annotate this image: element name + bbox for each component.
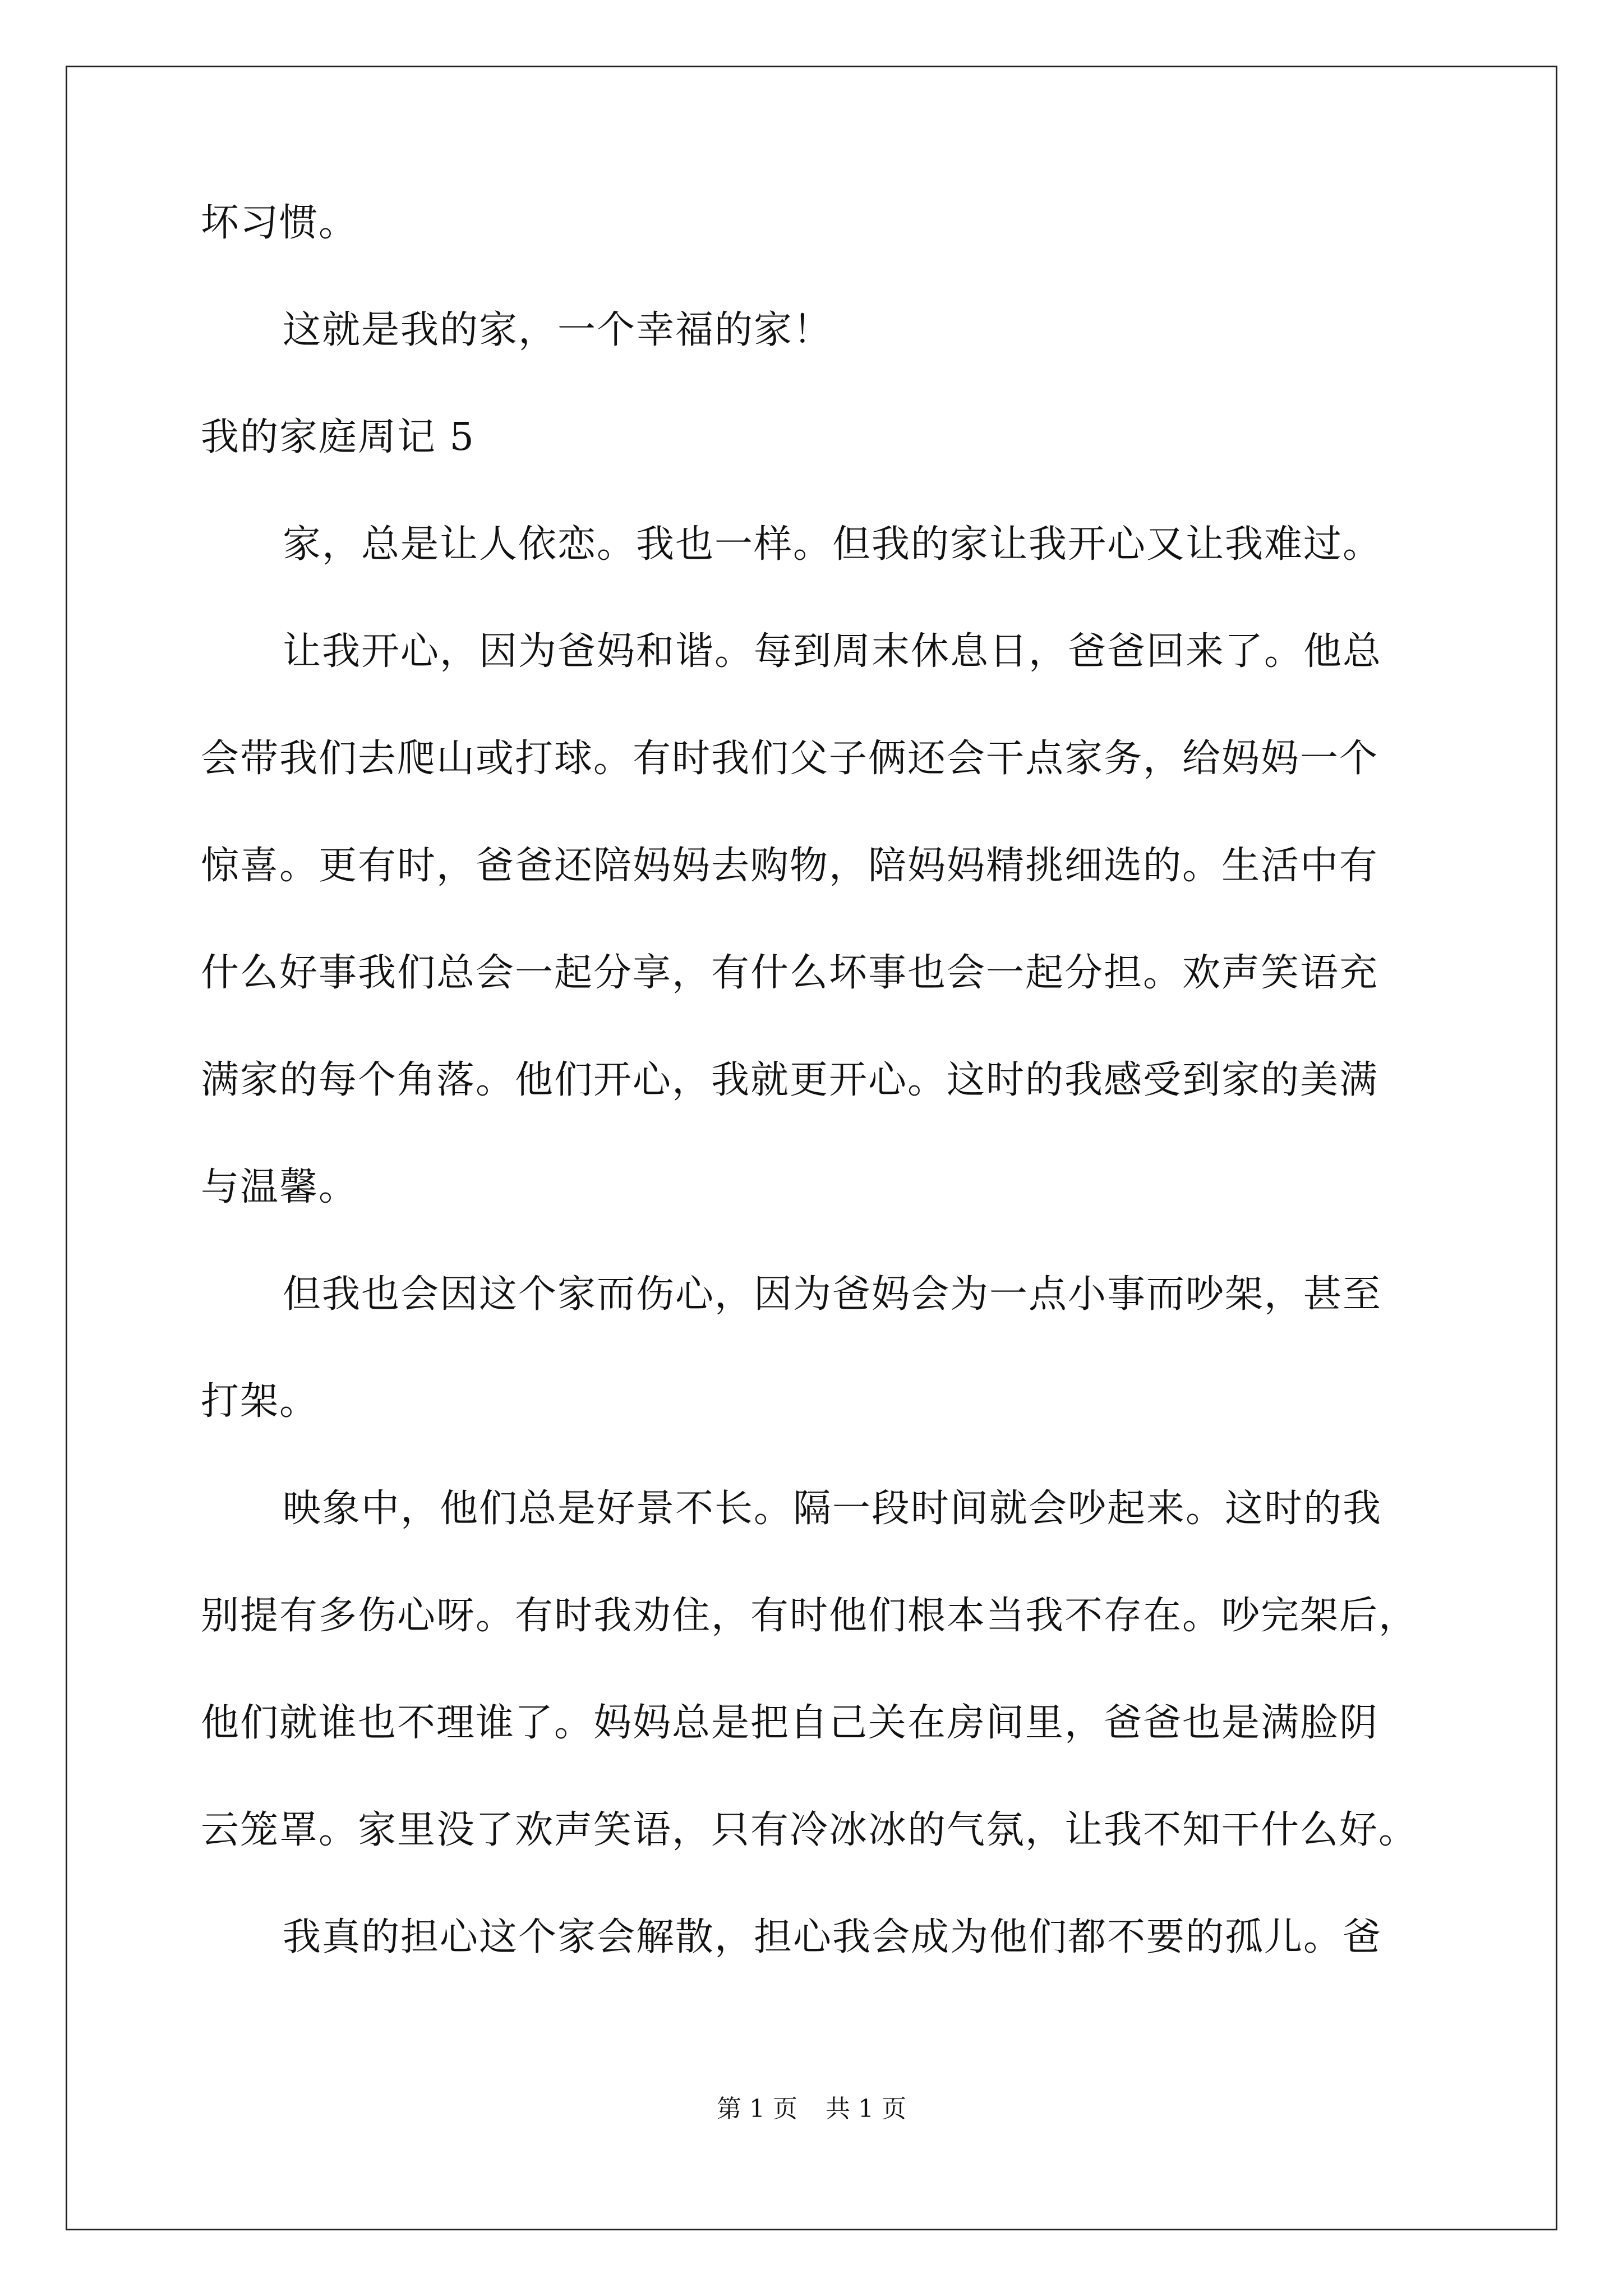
paragraph-line: 这就是我的家，一个幸福的家！	[283, 308, 833, 352]
text-line: 会带我们去爬山或打球。有时我们父子俩还会干点家务，给妈妈一个	[201, 737, 1379, 781]
paragraph-line: 家，总是让人依恋。我也一样。但我的家让我开心又让我难过。	[283, 522, 1382, 567]
text-line: 满家的每个角落。他们开心，我就更开心。这时的我感受到家的美满	[201, 1058, 1379, 1102]
text-line: 坏习惯。	[201, 201, 358, 245]
text-line: 云笼罩。家里没了欢声笑语，只有冷冰冰的气氛，让我不知干什么好。	[201, 1808, 1418, 1852]
text-line: 什么好事我们总会一起分享，有什么坏事也会一起分担。欢声笑语充	[201, 951, 1379, 995]
page-border	[66, 66, 1557, 2230]
page-number: 第 1 页	[717, 2095, 797, 2123]
text-line: 打架。	[201, 1379, 319, 1424]
paragraph-line: 让我开心，因为爸妈和谐。每到周末休息日，爸爸回来了。他总	[283, 629, 1382, 674]
paragraph-line: 但我也会因这个家而伤心，因为爸妈会为一点小事而吵架，甚至	[283, 1272, 1382, 1317]
text-line: 惊喜。更有时，爸爸还陪妈妈去购物，陪妈妈精挑细选的。生活中有	[201, 844, 1379, 888]
page-total: 共 1 页	[826, 2095, 906, 2123]
text-line: 与温馨。	[201, 1165, 358, 1209]
page-footer	[0, 2097, 1623, 2122]
section-heading: 我的家庭周记 5	[201, 415, 475, 459]
paragraph-line: 我真的担心这个家会解散，担心我会成为他们都不要的孤儿。爸	[283, 1915, 1382, 1959]
text-line: 别提有多伤心呀。有时我劝住，有时他们根本当我不存在。吵完架后，	[201, 1594, 1418, 1638]
paragraph-line: 映象中，他们总是好景不长。隔一段时间就会吵起来。这时的我	[283, 1487, 1382, 1531]
text-line: 他们就谁也不理谁了。妈妈总是把自己关在房间里，爸爸也是满脸阴	[201, 1701, 1379, 1745]
